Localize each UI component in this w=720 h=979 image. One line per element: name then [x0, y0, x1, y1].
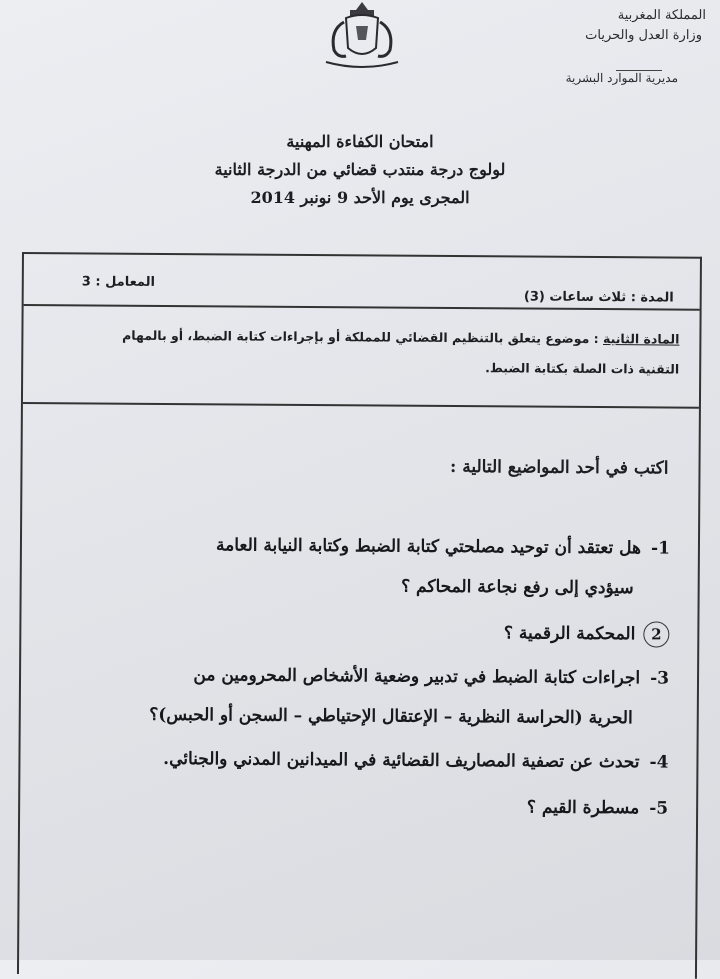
exam-title: امتحان الكفاءة المهنية: [286, 132, 434, 151]
ministry-name: وزارة العدل والحريات: [585, 28, 702, 43]
question-text: الحرية (الحراسة النظرية – الإعتقال الإحتياطي – السجن أو الحبس)؟: [149, 704, 633, 729]
directorate-name: مديرية الموارد البشرية: [565, 71, 678, 85]
subject-label: المادة الثانية: [602, 331, 680, 347]
question-text: تحدث عن تصفية المصاريف القضائية في الميدانين المدني والجنائي.: [163, 748, 640, 773]
question-text: سيؤدي إلى رفع نجاعة المحاكم ؟: [401, 576, 634, 599]
question-number: 3-: [650, 668, 670, 689]
question-number: 4-: [649, 752, 669, 773]
question-number: 5-: [649, 798, 669, 819]
question-1: [40, 524, 671, 608]
subject-text-1: : موضوع يتعلق بالتنظيم القضائي للمملكة أو بإجراءات كتابة الضبط، أو بالمهام: [122, 327, 604, 347]
instruction: اكتب في أحد المواضيع التالية :: [449, 456, 669, 479]
question-number-circled: 2: [643, 621, 669, 647]
info-row: [24, 254, 700, 311]
exam-date: المجرى يوم الأحد 9 نونبر 2014: [250, 188, 470, 207]
ministry-underline: [616, 70, 662, 71]
kingdom-name: المملكة المغربية: [617, 8, 706, 23]
subject-description: [79, 320, 679, 384]
question-5: [38, 784, 668, 828]
question-text: مسطرة القيم ؟: [526, 797, 640, 819]
question-number: 1-: [650, 538, 671, 559]
subject-text-2: التقنية ذات الصلة بكتابة الضبط.: [485, 360, 680, 377]
question-text: هل تعتقد أن توحيد مصلحتي كتابة الضبط وكتابة النيابة العامة: [215, 535, 642, 559]
ministry-header: [556, 6, 706, 88]
exam-heading: [150, 128, 570, 212]
royal-emblem: [316, 0, 408, 72]
question-4: [28, 738, 668, 782]
coefficient: المعامل : 3: [81, 274, 156, 290]
subject-row: [23, 306, 700, 409]
question-text: المحكمة الرقمية ؟: [503, 623, 636, 645]
duration: المدة : ثلاث ساعات (3): [523, 289, 674, 306]
exam-subtitle: لولوج درجة منتدب قضائي من الدرجة الثانية: [214, 160, 506, 179]
question-3: [39, 654, 670, 738]
question-text: اجراءات كتابة الضبط في تدبير وضعية الأشخاص المحرومين من: [193, 665, 641, 689]
question-2: [39, 610, 669, 654]
exam-frame: [17, 252, 702, 979]
